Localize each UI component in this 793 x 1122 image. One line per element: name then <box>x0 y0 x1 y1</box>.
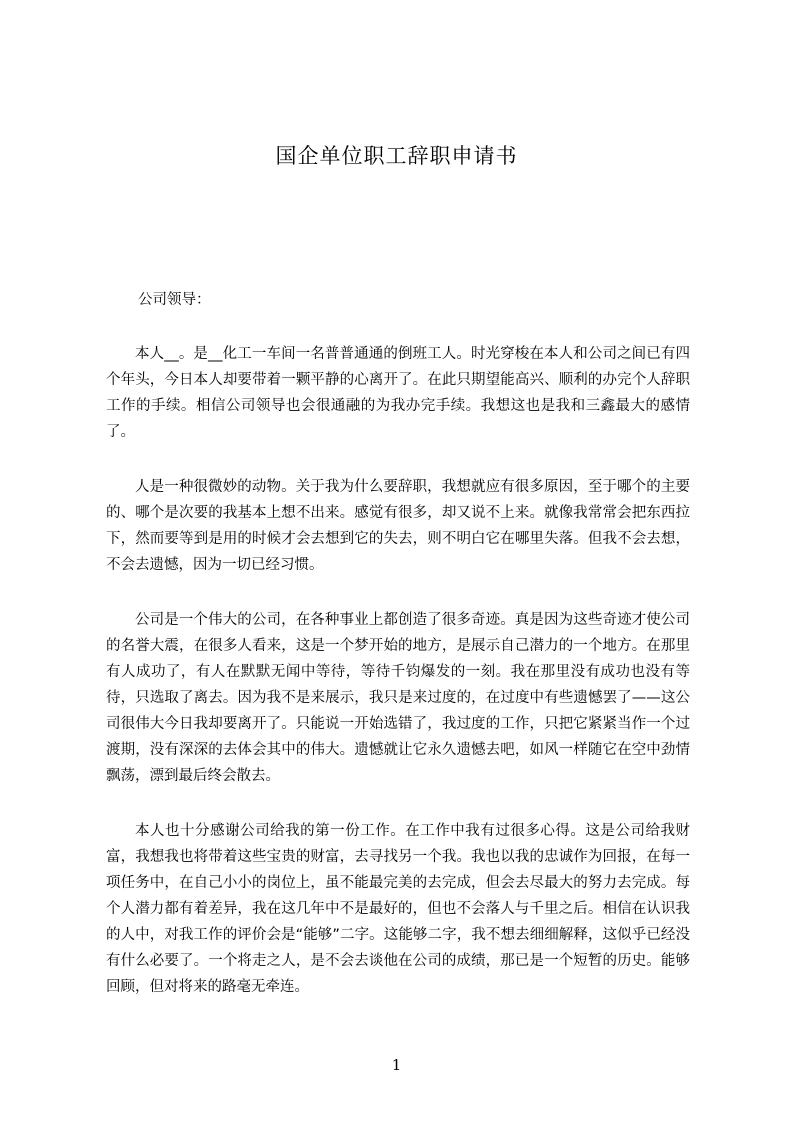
paragraph-text: 本人也十分感谢公司给我的第一份工作。在工作中我有过很多心得。这是公司给我财富，我想我也将带着这些宝贵的财富，去寻找另一个我。我也以我的忠诚作为回报，在每一项任务中，在自己小小的岗位上，虽不能最完美的去完成，但会去尽最大的努力去完成。每个人潜力都有着差异，我在这几年中不是最好的，但也不会落人与千里之后。相信在认识我的人中，对我工作的评价会是“能够”二字。这能够二字，我不想去细细解释，这似乎已经没有什么必要了。一个将走之人，是不会去谈他在公司的成绩，那已是一个短暂的历史。能够回顾，但对将来的路毫无牵连。 <box>106 823 690 995</box>
paragraph-text: 本人__。是__化工一车间一名普普通通的倒班工人。时光穿梭在本人和公司之间已有四个年头，今日本人却要带着一颗平静的心离开了。在此只期望能高兴、顺利的办完个人辞职工作的手续。相信公司领导也会很通融的为我办完手续。我想这也是我和三鑫最大的感情了。 <box>106 346 690 440</box>
paragraph-2 <box>106 474 690 578</box>
paragraph-4 <box>106 818 690 1000</box>
paragraph-1 <box>106 341 690 445</box>
paragraph-text: 公司是一个伟大的公司，在各种事业上都创造了很多奇迹。真是因为这些奇迹才使公司的名誉大震，在很多人看来，这是一个梦开始的地方，是展示自己潜力的一个地方。在那里有人成功了，有人在默默无闻中等待，等待千钧爆发的一刻。我在那里没有成功也没有等待，只选取了离去。因为我不是来展示，我只是来过度的，在过度中有些遗憾罢了——这公司很伟大今日我却要离开了。只能说一开始选错了，我过度的工作，只把它紧紧当作一个过渡期，没有深深的去体会其中的伟大。遗憾就让它永久遗憾去吧，如风一样随它在空中劲情飘荡，漂到最后终会散去。 <box>106 612 690 784</box>
salutation: 公司领导： <box>138 292 211 308</box>
page-number: 1 <box>391 1056 402 1074</box>
paragraph-text: 人是一种很微妙的动物。关于我为什么要辞职，我想就应有很多原因，至于哪个的主要的、哪个是次要的我基本上想不出来。感觉有很多，却又说不上来。就像我常常会把东西拉下，然而要等到是用的时候才会去想到它的失去，则不明白它在哪里失落。但我不会去想，不会去遗憾，因为一切已经习惯。 <box>106 479 690 573</box>
page-title: 国企单位职工辞职申请书 <box>275 144 518 168</box>
paragraph-3 <box>106 607 690 789</box>
